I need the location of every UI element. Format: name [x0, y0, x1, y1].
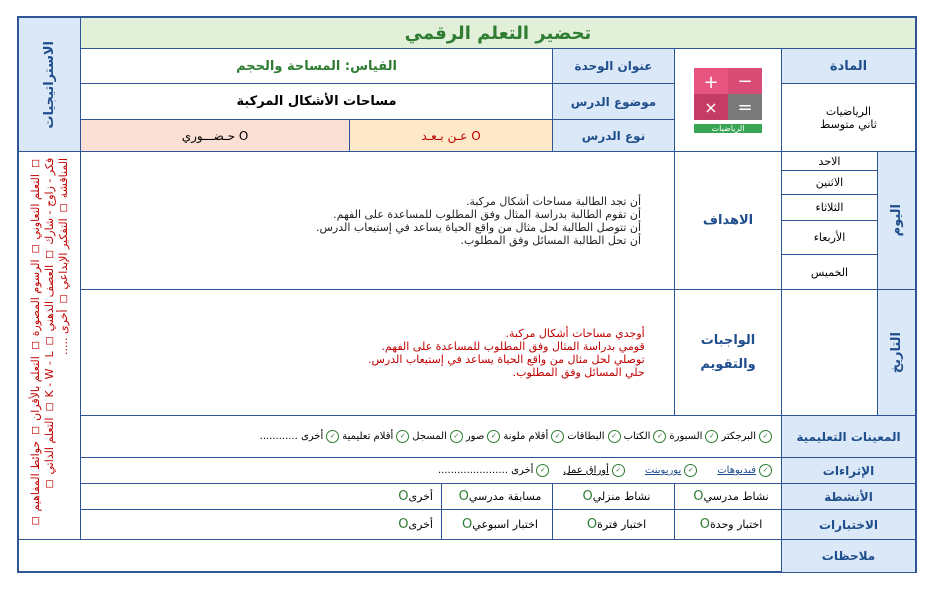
svg-text:+: +	[703, 71, 719, 93]
day-sunday: الاحد	[781, 151, 878, 171]
test-other-label: أخرى	[408, 518, 433, 531]
radio-icon[interactable]: O	[699, 517, 710, 532]
homework-list	[368, 327, 645, 379]
check-icon[interactable]: ✓	[536, 464, 549, 477]
homework-label	[674, 289, 782, 416]
radio-icon[interactable]: O	[582, 489, 593, 504]
aid-item: صور	[465, 431, 485, 442]
homework-item: حلي المسائل وفق المطلوب.	[512, 365, 645, 379]
homework-item: توصلي لحل مثال من واقع الحياة يساعد في إستيعاب الدرس.	[368, 352, 645, 366]
date-value[interactable]	[781, 289, 878, 416]
subject-value	[781, 83, 916, 152]
lesson-value: مساحات الأشكال المركبة	[80, 83, 553, 120]
day-label	[877, 151, 916, 290]
strategies-items: ◻ التعلم التعاوني ◻ الرسوم المصورة ◻ التعلم بالأقران ◻ حوائط المفاهيم ◻ فكر - زاوج - شارك ◻ العصف الذهني ◻ K - W - L ◻ التعلم الذاتي ◻ المناقشة ◻ التفكير الإبداعي ◻ أخرى .....	[28, 158, 70, 529]
activity-contest[interactable]	[441, 483, 553, 510]
homework-label-2: والتقويم	[700, 356, 756, 372]
strategies-header	[18, 17, 81, 152]
lesson-label: موضوع الدرس	[552, 83, 675, 120]
aid-item: أخرى ............	[259, 431, 324, 442]
radio-icon[interactable]: O	[462, 517, 473, 532]
test-weekly-label: اختبار اسبوعي	[472, 518, 538, 531]
math-icon	[694, 68, 762, 120]
lesson-type-remote[interactable]: عـن بـعـد O	[349, 119, 553, 152]
enrichment-item[interactable]: فيديوهات	[717, 465, 756, 476]
activities-label: الأنشطة	[781, 483, 916, 510]
check-icon[interactable]: ✓	[326, 430, 339, 443]
radio-icon[interactable]: O	[458, 489, 469, 504]
date-label	[877, 289, 916, 416]
radio-icon[interactable]: O	[586, 517, 598, 532]
objectives-content	[80, 151, 675, 290]
date-title: التاريخ	[889, 331, 904, 374]
enrichment-item: أخرى ......................	[438, 465, 534, 476]
check-icon[interactable]: ✓	[487, 430, 500, 443]
check-icon[interactable]: ✓	[396, 430, 409, 443]
aids-row	[80, 415, 782, 458]
activity-school-label: نشاط مدرسي	[703, 490, 769, 503]
subject-label: المادة	[781, 48, 916, 84]
homework-content	[80, 289, 675, 416]
radio-icon[interactable]: O	[398, 517, 409, 532]
objective-item: أن تجد الطالبة مساحات أشكال مركبة.	[465, 194, 642, 208]
unit-label: عنوان الوحدة	[552, 48, 675, 84]
enrichment-row	[80, 457, 782, 484]
enrichment-item[interactable]: أوراق عمل	[563, 465, 609, 476]
day-title: اليوم	[889, 204, 904, 237]
objective-item: أن تقوم الطالبة بدراسة المثال وفق المطلوب للمساعدة على الفهم.	[333, 207, 642, 221]
homework-label-1: الواجبات	[700, 332, 756, 348]
activity-home-label: نشاط منزلي	[592, 490, 651, 503]
aid-item: المسجل	[412, 431, 447, 442]
notes-label: ملاحظات	[781, 539, 916, 573]
notes-value[interactable]	[18, 539, 782, 573]
day-tuesday: الثلاثاء	[781, 194, 878, 221]
strategies-list	[18, 151, 81, 540]
svg-text:×: ×	[704, 97, 718, 117]
aids-label: المعينات التعليمية	[781, 415, 916, 458]
radio-icon[interactable]: O	[693, 489, 704, 504]
aid-item: البطاقات	[567, 431, 605, 442]
logo-caption: الرياضيات	[694, 124, 762, 133]
test-term[interactable]	[552, 509, 675, 540]
objective-item: أن تتوصل الطالبة لحل مثال من واقع الحياة يساعد في إستيعاب الدرس.	[316, 220, 642, 234]
aid-item: أقلام تعليمية	[342, 431, 394, 442]
objectives-list	[316, 195, 641, 247]
subject-grade: ثاني متوسط	[820, 117, 877, 131]
homework-item: قومي بدراسة المثال وفق المطلوب للمساعدة على الفهم.	[381, 339, 645, 353]
day-thursday: الخميس	[781, 254, 878, 290]
check-icon[interactable]: ✓	[450, 430, 463, 443]
activity-contest-label: مسابقة مدرسي	[468, 490, 542, 503]
check-icon[interactable]: ✓	[759, 464, 772, 477]
tests-label: الاختبارات	[781, 509, 916, 540]
homework-item: أوجدي مساحات أشكال مركبة.	[505, 326, 645, 340]
activity-school[interactable]	[674, 483, 782, 510]
enrichment-item[interactable]: بوربوينت	[644, 465, 682, 476]
svg-text:−: −	[737, 70, 753, 92]
aid-item: أقلام ملونة	[503, 431, 549, 442]
subject-logo	[674, 48, 782, 152]
lesson-type-label: نوع الدرس	[552, 119, 675, 152]
enrichment-label: الإثراءات	[781, 457, 916, 484]
check-icon[interactable]: ✓	[551, 430, 564, 443]
activity-other-label: أخرى	[408, 490, 433, 503]
check-icon[interactable]: ✓	[759, 430, 772, 443]
day-wednesday: الأربعاء	[781, 220, 878, 255]
activity-other[interactable]	[80, 483, 442, 510]
strategies-title: الاستراتيجيات	[42, 40, 57, 129]
test-weekly[interactable]	[441, 509, 553, 540]
day-monday: الاثنين	[781, 170, 878, 195]
unit-value: القياس: المساحة والحجم	[80, 48, 553, 84]
objectives-label: الاهداف	[674, 151, 782, 290]
radio-icon[interactable]: O	[398, 489, 409, 504]
aid-item: الكتاب	[623, 431, 651, 442]
check-icon[interactable]: ✓	[653, 430, 666, 443]
lesson-type-presence[interactable]: حـضـــوري O	[80, 119, 350, 152]
test-unit-label: اختبار وحدة	[709, 518, 763, 531]
test-other[interactable]	[80, 509, 442, 540]
aid-item: البرجكتر	[721, 431, 756, 442]
subject-name: الرياضيات	[825, 104, 872, 118]
check-icon[interactable]: ✓	[705, 430, 718, 443]
check-icon[interactable]: ✓	[684, 464, 697, 477]
check-icon[interactable]: ✓	[608, 430, 621, 443]
check-icon[interactable]: ✓	[612, 464, 625, 477]
test-unit[interactable]	[674, 509, 782, 540]
page-title: تحضير التعلم الرقمي	[80, 17, 916, 49]
activity-home[interactable]	[552, 483, 675, 510]
objective-item: أن تحل الطالبة المسائل وفق المطلوب.	[460, 233, 642, 247]
aid-item: السبورة	[669, 431, 703, 442]
svg-text:=: =	[737, 96, 753, 118]
test-term-label: اختبار فترة	[597, 518, 647, 531]
